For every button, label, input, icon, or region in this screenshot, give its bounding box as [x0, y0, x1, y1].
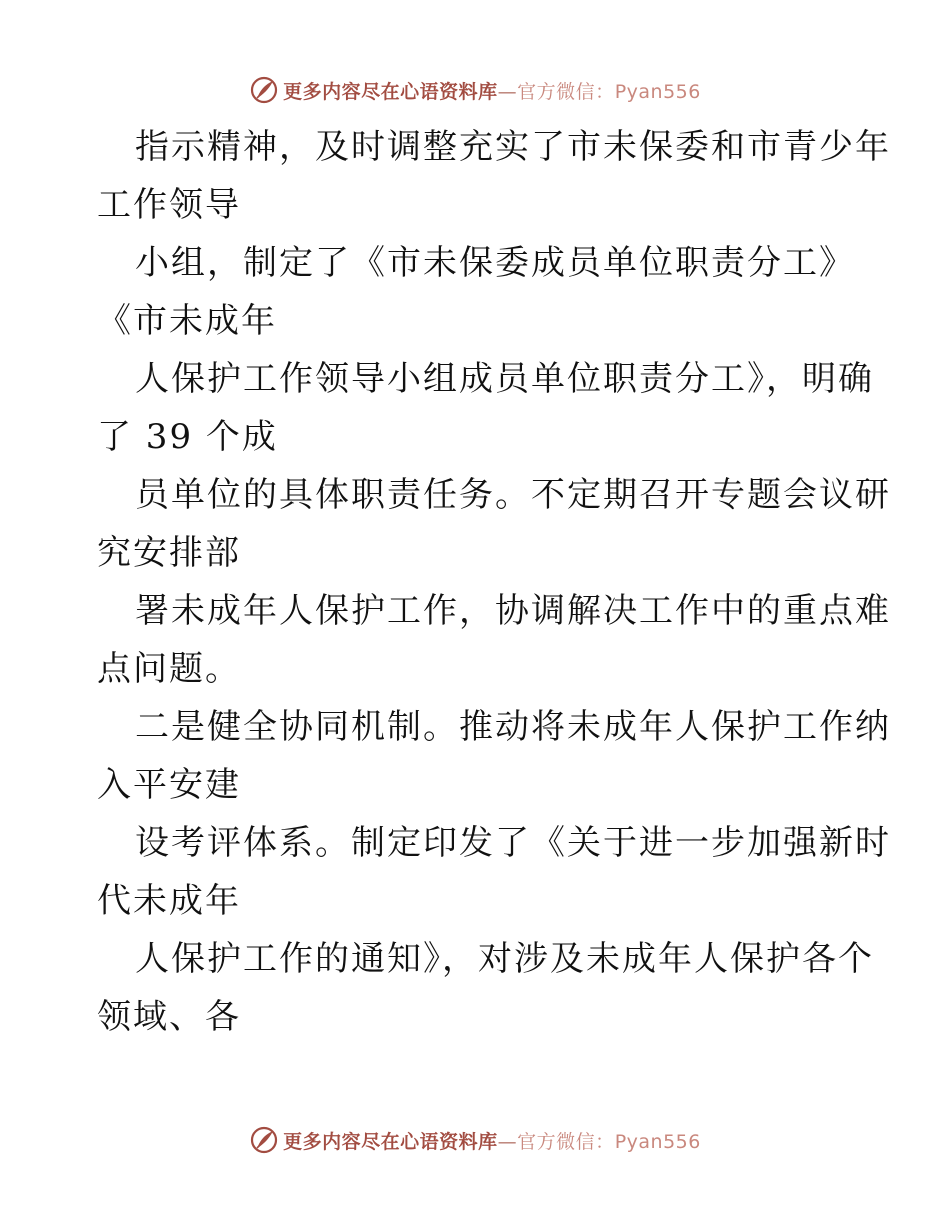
text-line: 入平安建: [97, 765, 241, 805]
wechat-id: Pyan556: [614, 80, 701, 103]
text-line: 人保护工作领导小组成员单位职责分工》，明确: [135, 359, 874, 399]
text-line: 工作领导: [97, 185, 241, 225]
text-line: 员单位的具体职责任务。不定期召开专题会议研: [135, 475, 891, 515]
text-line: 代未成年: [97, 881, 241, 921]
brand-text: 更多内容尽在心语资料库: [283, 80, 498, 103]
text-line: 点问题。: [97, 649, 241, 689]
text-line: 指示精神，及时调整充实了市未保委和市青少年: [135, 127, 891, 167]
separator: —: [497, 1130, 518, 1153]
quill-pen-logo-icon: [249, 1125, 279, 1155]
text-line: 设考评体系。制定印发了《关于进一步加强新时: [135, 823, 891, 863]
quill-pen-logo-icon: [249, 75, 279, 105]
text-line: 小组，制定了《市未保委成员单位职责分工》: [135, 243, 855, 283]
wechat-label: 官方微信：: [517, 80, 615, 103]
separator: —: [497, 80, 518, 103]
text-line: 署未成年人保护工作，协调解决工作中的重点难: [135, 591, 891, 631]
document-body: [97, 118, 891, 1046]
header-banner: [0, 70, 950, 110]
banner-text: [283, 1127, 701, 1154]
wechat-label: 官方微信：: [517, 1130, 615, 1153]
wechat-id: Pyan556: [614, 1130, 701, 1153]
text-line: 《市未成年: [97, 301, 277, 341]
text-line: 究安排部: [97, 533, 241, 573]
text-line: 了 39 个成: [97, 417, 278, 457]
brand-text: 更多内容尽在心语资料库: [283, 1130, 498, 1153]
text-line: 领域、各: [97, 997, 241, 1037]
footer-banner: [0, 1120, 950, 1160]
text-line: 二是健全协同机制。推动将未成年人保护工作纳: [135, 707, 891, 747]
text-line: 人保护工作的通知》，对涉及未成年人保护各个: [135, 939, 874, 979]
banner-text: [283, 77, 701, 104]
